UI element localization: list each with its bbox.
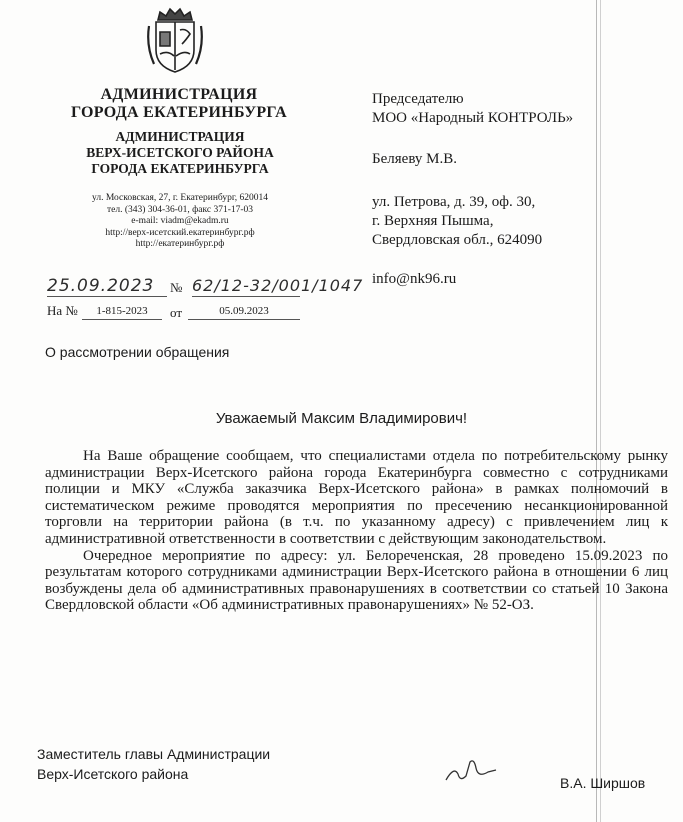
addressee-title bbox=[372, 90, 573, 128]
organization-email: e-mail: viadm@ekadm.ru bbox=[131, 216, 229, 226]
city-coat-of-arms-icon bbox=[146, 6, 204, 76]
reply-number-field bbox=[82, 301, 162, 320]
district-line3: ГОРОДА ЕКАТЕРИНБУРГА bbox=[91, 161, 269, 176]
signatory-position-line2: Верх-Исетского района bbox=[37, 766, 189, 782]
organization-line1: АДМИНИСТРАЦИЯ bbox=[100, 86, 258, 103]
body-paragraph-1: На Ваше обращение сообщаем, что специалистами отдела по потребительскому рынку администрации Верх-Исетского района города Екатеринбурга совместно с сотрудниками полиции и МКУ «Служба заказчика Верх-Исетского района» в рамках полномочий в систематическом режиме проводятся мероприятия по пресечению несанкционированной торговли на территории района (в т.ч. по указанному адресу) с привлечением лиц к административной ответственности в соответствии с действующим законодательством. bbox=[45, 448, 668, 547]
addressee-line1: Председателю bbox=[372, 91, 464, 107]
organization-address: ул. Московская, 27, г. Екатеринбург, 620014 bbox=[92, 193, 268, 203]
addressee-region: Свердловская обл., 624090 bbox=[372, 232, 543, 248]
outgoing-number: 62/12-32/001/1047 bbox=[192, 276, 364, 295]
letter-subject: О рассмотрении обращения bbox=[45, 344, 230, 360]
outgoing-date: 25.09.2023 bbox=[47, 276, 155, 296]
signatory-position-line1: Заместитель главы Администрации bbox=[37, 746, 271, 762]
greeting: Уважаемый Максим Владимирович! bbox=[215, 410, 468, 427]
outgoing-number-field bbox=[192, 276, 364, 297]
reply-number: 1-815-2023 bbox=[96, 305, 148, 317]
outgoing-date-field bbox=[47, 276, 167, 297]
addressee-email: info@nk96.ru bbox=[372, 271, 457, 287]
addressee-line2: МОО «Народный КОНТРОЛЬ» bbox=[372, 110, 574, 126]
from-label: от bbox=[170, 305, 183, 320]
reply-to-label: На № bbox=[47, 303, 78, 318]
organization-contacts bbox=[52, 193, 308, 251]
addressee-name: Беляеву М.В. bbox=[372, 151, 457, 167]
organization-site2: http://екатеринбург.рф bbox=[135, 239, 225, 249]
signatory-name: В.А. Ширшов bbox=[560, 775, 646, 791]
district-line2: ВЕРХ-ИСЕТСКОГО РАЙОНА bbox=[86, 145, 274, 160]
addressee-address bbox=[372, 193, 542, 250]
letter-body bbox=[45, 448, 668, 614]
number-label: № bbox=[170, 280, 183, 295]
organization-line2: ГОРОДА ЕКАТЕРИНБУРГА bbox=[70, 104, 288, 121]
district-line1: АДМИНИСТРАЦИЯ bbox=[115, 129, 245, 144]
handwritten-signature bbox=[440, 756, 500, 786]
reply-date: 05.09.2023 bbox=[219, 305, 269, 317]
organization-name bbox=[50, 86, 308, 122]
addressee-street: ул. Петрова, д. 39, оф. 30, bbox=[372, 194, 536, 210]
district-administration-name bbox=[52, 129, 308, 177]
organization-site1: http://верх-исетский.екатеринбург.рф bbox=[105, 227, 255, 238]
signatory-position bbox=[37, 744, 270, 784]
body-paragraph-2: Очередное мероприятие по адресу: ул. Белореченская, 28 проведено 15.09.2023 по результатам которого сотрудниками администрации Верх-Исетского района в отношении 6 лиц возбуждены дела об административных правонарушениях в соответствии со статьей 10 Закона Свердловской области «Об административных правонарушениях» № 52-ОЗ. bbox=[45, 547, 668, 614]
reply-date-field bbox=[188, 301, 300, 320]
addressee-city: г. Верхняя Пышма, bbox=[372, 213, 494, 229]
organization-phone: тел. (343) 304-36-01, факс 371-17-03 bbox=[106, 204, 254, 215]
